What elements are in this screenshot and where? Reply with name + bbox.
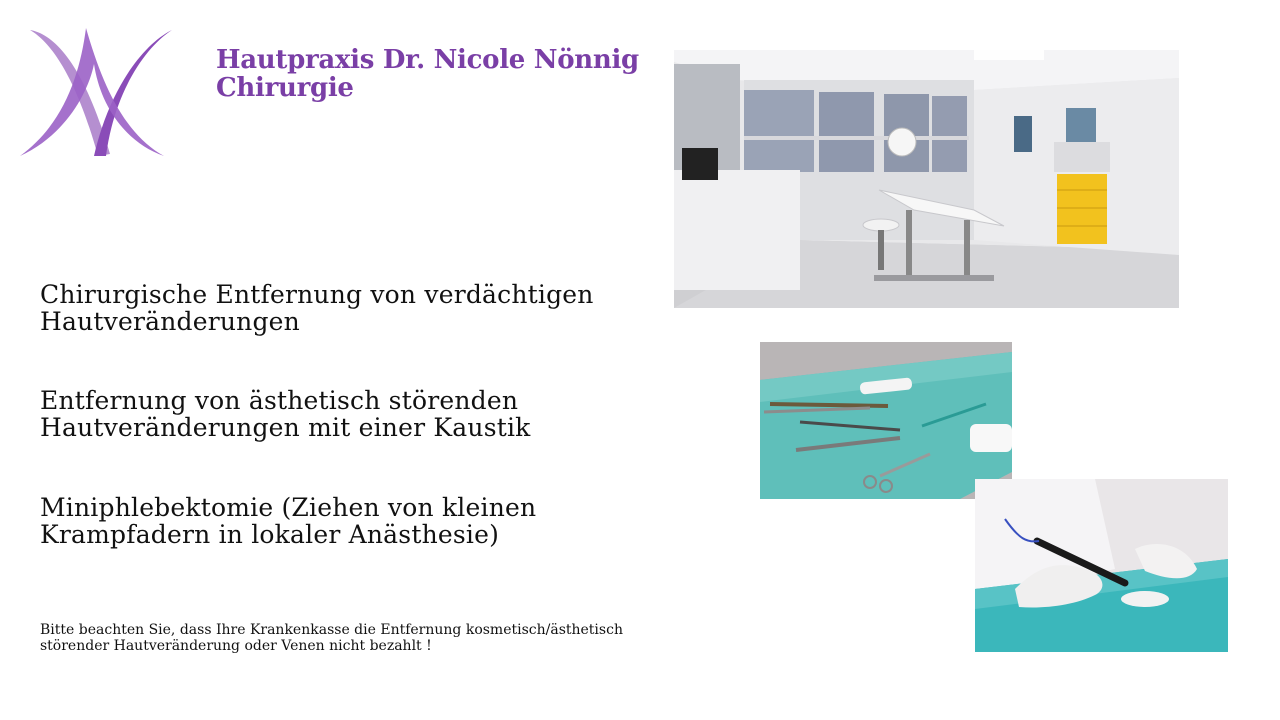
surgical-instruments-photo [760, 342, 1012, 499]
practice-logo [14, 24, 178, 164]
insurance-note [40, 622, 680, 654]
window-row [744, 90, 969, 172]
service-3-line-1: Miniphlebektomie (Ziehen von kleinen [40, 493, 537, 522]
service-2-line-1: Entfernung von ästhetisch störenden [40, 386, 519, 415]
logo-center-stroke [20, 28, 164, 156]
service-item-3 [40, 494, 660, 548]
skin-procedure-photo [975, 479, 1228, 652]
practice-title [216, 46, 639, 102]
treatment-room-photo [674, 50, 1179, 308]
service-1-line-2: Hautveränderungen [40, 307, 300, 336]
practice-department: Chirurgie [216, 73, 354, 103]
service-1-line-1: Chirurgische Entfernung von verdächtigen [40, 280, 594, 309]
insurance-note-line-2: störender Hautveränderung oder Venen nicht bezahlt ! [40, 638, 432, 654]
service-2-line-2: Hautveränderungen mit einer Kaustik [40, 413, 531, 442]
instrument-cart [1054, 142, 1110, 244]
service-item-1 [40, 281, 660, 335]
practice-name: Hautpraxis Dr. Nicole Nönnig [216, 45, 639, 75]
insurance-note-line-1: Bitte beachten Sie, dass Ihre Krankenkasse die Entfernung kosmetisch/ästhetisch [40, 622, 623, 638]
service-3-line-2: Krampfadern in lokaler Anästhesie) [40, 520, 500, 549]
service-item-2 [40, 387, 660, 441]
